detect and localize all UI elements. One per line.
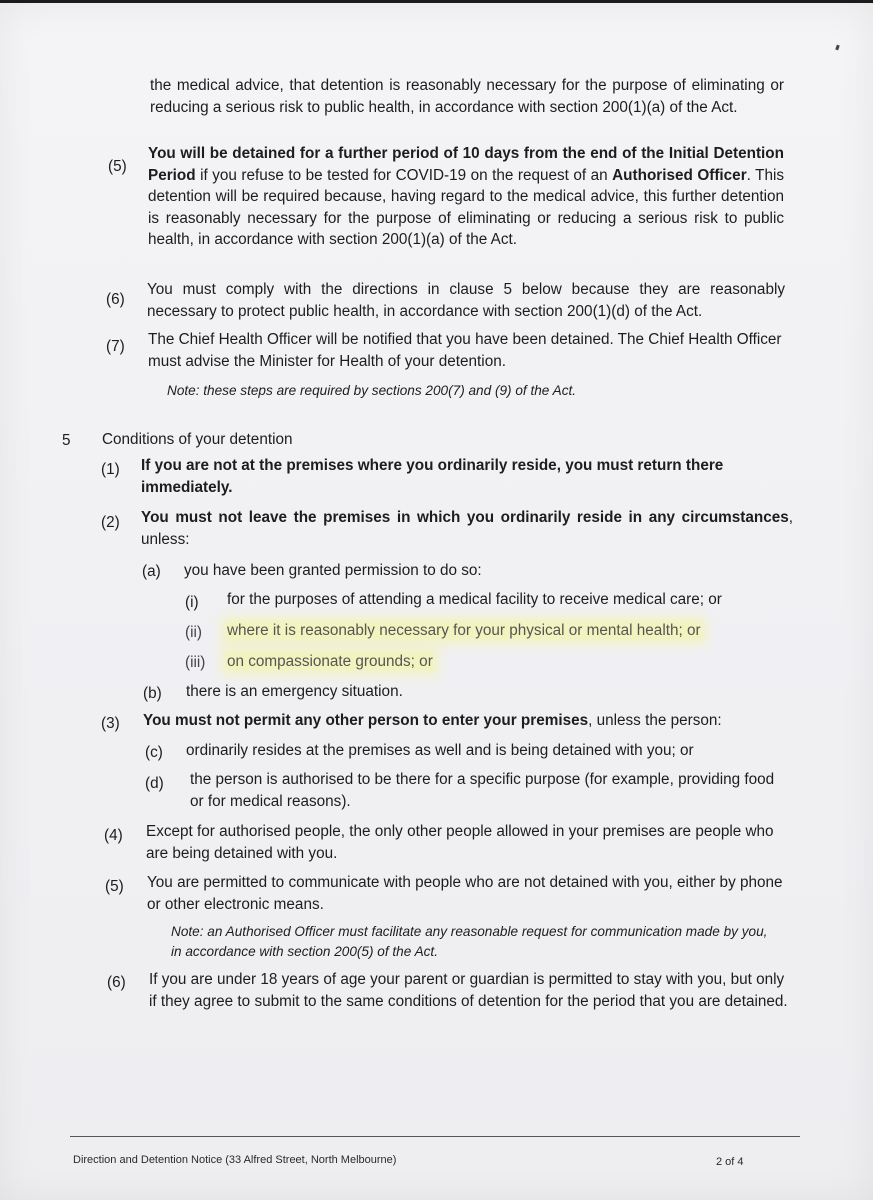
- clause-5-4-number: (4): [104, 827, 123, 844]
- clause-5-2-a-iii-text: [227, 651, 433, 673]
- section-5-number: 5: [62, 432, 71, 449]
- clause-5-2-a-i-number: (i): [185, 594, 199, 611]
- clause-5-3-text: You must not permit any other person to enter your premises, unless the person:: [143, 712, 722, 729]
- clause-5-2-b-text: there is an emergency situation.: [186, 683, 403, 700]
- clause-5-2-a-ii-text: [227, 620, 701, 642]
- continuation-paragraph: the medical advice, that detention is reasonably necessary for the purpose of eliminating or reducing a serious risk to public health, in accordance with section 200(1)(a) of the Act.: [150, 77, 784, 116]
- clause-5-6-number: (6): [107, 974, 126, 991]
- clause-5-3-number: (3): [101, 715, 120, 732]
- clause-5-3-d-text: the person is authorised to be there for a specific purpose (for example, providing food or for medical reasons).: [190, 771, 775, 810]
- clause-4-7-note: Note: these steps are required by sections 200(7) and (9) of the Act.: [167, 383, 577, 398]
- pen-mark: [835, 45, 840, 51]
- clause-5-3-d-number: (d): [145, 775, 164, 792]
- clause-5-2-number: (2): [101, 514, 120, 531]
- clause-5-5-text: You are permitted to communicate with people who are not detained with you, either by phone or other electronic means.: [147, 874, 783, 913]
- clause-4-5-number: (5): [108, 158, 127, 175]
- document-page: [0, 3, 873, 1200]
- clause-5-2-a-i-text: for the purposes of attending a medical facility to receive medical care; or: [227, 591, 722, 608]
- clause-5-2-a-ii-number: (ii): [185, 624, 202, 641]
- clause-5-3-c-text: ordinarily resides at the premises as well and is being detained with you; or: [186, 742, 694, 759]
- clause-4-7-text: The Chief Health Officer will be notified that you have been detained. The Chief Health Officer must advise the Minister for Health of your detention.: [148, 331, 782, 370]
- footer-title: Direction and Detention Notice (33 Alfred Street, North Melbourne): [73, 1154, 397, 1166]
- clause-4-7-number: (7): [106, 338, 125, 355]
- clause-4-6-number: (6): [106, 291, 125, 308]
- clause-5-2-a-number: (a): [142, 563, 161, 580]
- section-5-heading: Conditions of your detention: [102, 431, 293, 448]
- clause-5-2-a-text: you have been granted permission to do so:: [184, 562, 482, 579]
- clause-4-6-text: You must comply with the directions in clause 5 below because they are reasonably necessary to protect public health, in accordance with section 200(1)(d) of the Act.: [147, 281, 785, 320]
- clause-5-6-text: If you are under 18 years of age your parent or guardian is permitted to stay with you, but only if they agree to submit to the same conditions of detention for the period that you are detained.: [149, 971, 788, 1010]
- clause-5-5-note: Note: an Authorised Officer must facilitate any reasonable request for communication made by you, in accordance with section 200(5) of the Act.: [171, 924, 768, 959]
- clause-5-2-text: You must not leave the premises in which you ordinarily reside in any circumstances, unless:: [141, 509, 793, 548]
- page-number: 2 of 4: [716, 1156, 744, 1168]
- footer-rule: [70, 1136, 800, 1137]
- clause-4-5-text: You will be detained for a further period of 10 days from the end of the Initial Detention Period if you refuse to be tested for COVID-19 on the request of an Authorised Officer. This detention will be required because, having regard to the medical advice, this further detention is reasonably necessary for the purpose of eliminating or reducing a serious risk to public health, in accordance with section 200(1)(a) of the Act.: [148, 145, 785, 248]
- clause-5-1-number: (1): [101, 461, 120, 478]
- clause-5-1-text: If you are not at the premises where you ordinarily reside, you must return there immediately.: [141, 457, 724, 496]
- clause-5-2-b-number: (b): [143, 685, 162, 702]
- clause-5-5-number: (5): [105, 878, 124, 895]
- clause-5-3-c-number: (c): [145, 744, 163, 761]
- clause-5-4-text: Except for authorised people, the only other people allowed in your premises are people who are being detained with you.: [146, 823, 774, 862]
- clause-5-2-a-iii-number: (iii): [185, 654, 206, 671]
- highlighted-text: where it is reasonably necessary for your physical or mental health; or: [227, 622, 701, 639]
- highlighted-text: on compassionate grounds; or: [227, 653, 433, 670]
